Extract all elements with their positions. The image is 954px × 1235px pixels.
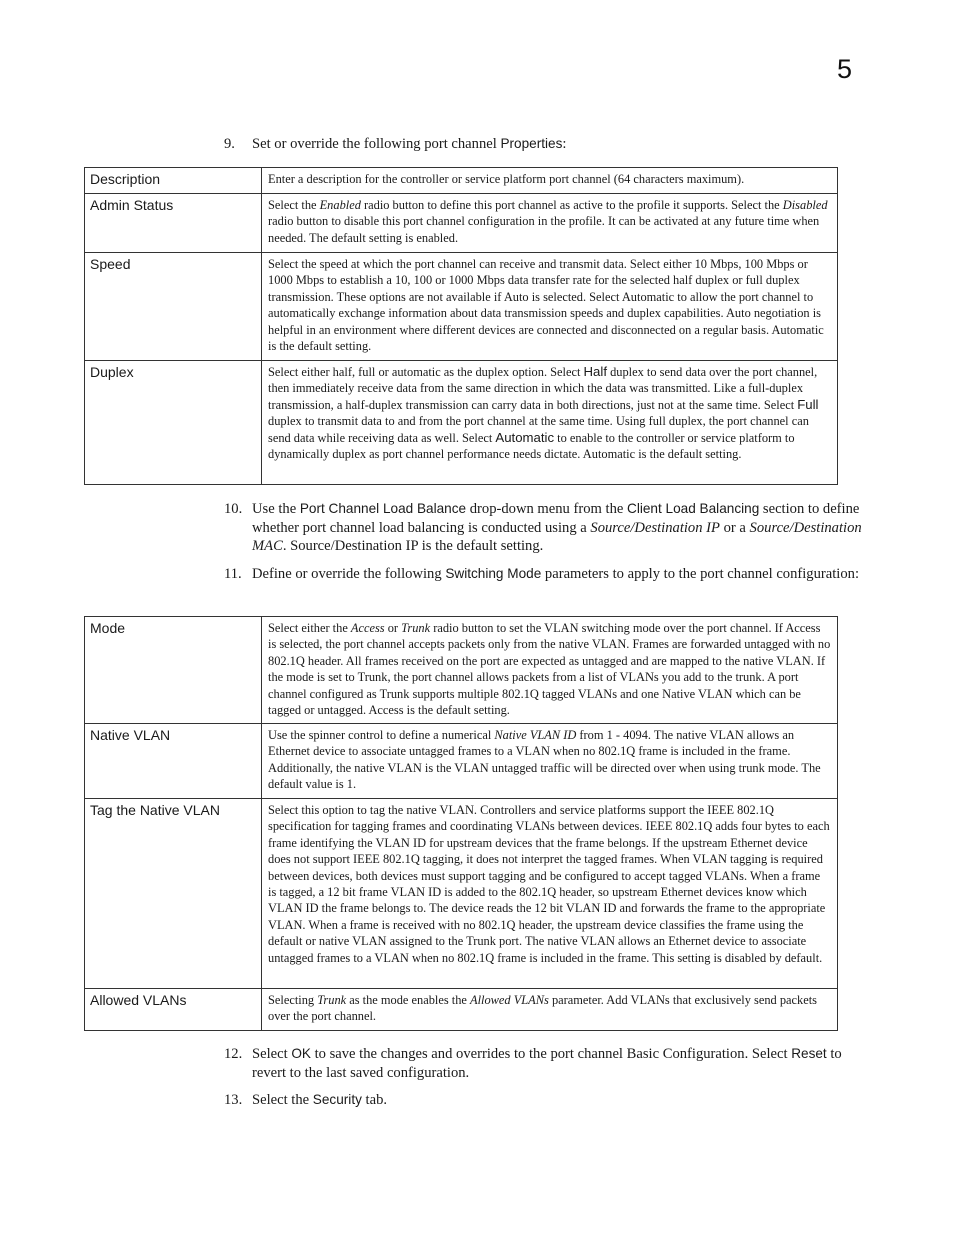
step-text bbox=[252, 135, 869, 154]
italic-term: Trunk bbox=[317, 993, 347, 1007]
row-description bbox=[262, 168, 838, 194]
table-row bbox=[85, 617, 838, 724]
ui-term: Full bbox=[797, 396, 819, 412]
step-number: 13. bbox=[224, 1092, 243, 1108]
text-run: Enter a description for the controller or service platform port channel (64 characters maximum). bbox=[268, 172, 745, 186]
row-description bbox=[262, 253, 838, 361]
text-run: as the mode enables the bbox=[346, 993, 471, 1007]
table-row bbox=[85, 361, 838, 485]
row-label: Tag the Native VLAN bbox=[85, 799, 262, 989]
chapter-number: 5 bbox=[837, 54, 853, 84]
step-12 bbox=[224, 1045, 869, 1082]
step-text bbox=[252, 565, 869, 584]
ui-term: Switching Mode bbox=[445, 566, 542, 581]
text-run: Select the bbox=[268, 198, 320, 212]
text-run: parameters to apply to the port channel configuration: bbox=[541, 566, 859, 582]
text-run: radio button to disable this port channel configuration in the profile. It can be activated at any future time when needed. The default setting is enabled. bbox=[268, 214, 820, 245]
row-label: Mode bbox=[85, 617, 262, 724]
text-run: Select either the bbox=[268, 621, 351, 635]
text-run: to enable to the controller or service platform to dynamically duplex as port channel performance needs dictate. Automatic is the default setting. bbox=[268, 430, 795, 462]
ui-term: Half bbox=[583, 364, 607, 379]
step-number: 11. bbox=[224, 566, 242, 582]
text-run: : bbox=[562, 136, 567, 152]
text-run: radio button to define this port channel as active to the profile it supports. Select the bbox=[360, 198, 783, 212]
text-run: Use the spinner control to define a numerical bbox=[268, 728, 495, 742]
row-description bbox=[262, 724, 838, 799]
text-run: . Source/Destination IP is the default setting. bbox=[282, 538, 544, 554]
table-row bbox=[85, 194, 838, 253]
table-row bbox=[85, 253, 838, 361]
text-run: Select either half, full or automatic as the duplex option. Select bbox=[268, 365, 584, 379]
text-run: duplex to send data over the port channel, then immediately receive data from the same direction in which the data was transmitted. Like a full-duplex transmission, a half-duplex transmission can carry data in both directions, just not at the same time. Select bbox=[268, 365, 818, 412]
text-run: to save the changes and overrides to the port channel Basic Configuration. Select bbox=[310, 1046, 792, 1062]
ui-term: OK bbox=[291, 1046, 311, 1061]
switching-mode-table bbox=[84, 616, 838, 1031]
row-label: Description bbox=[85, 168, 262, 194]
ui-term: Security bbox=[312, 1092, 362, 1107]
italic-term: Access bbox=[350, 621, 385, 635]
step-number: 9. bbox=[224, 136, 235, 152]
row-description bbox=[262, 989, 838, 1031]
text-run: Use the bbox=[252, 501, 300, 517]
text-run: duplex to transmit data to and from the port channel at the same time. Using full duplex, the port channel can send data while receiving data as well. Select bbox=[268, 414, 809, 445]
row-description bbox=[262, 194, 838, 253]
italic-term: Native VLAN ID bbox=[494, 728, 577, 742]
text-run: tab. bbox=[361, 1092, 388, 1108]
text-run: Define or override the following bbox=[252, 566, 446, 582]
step-number: 12. bbox=[224, 1046, 243, 1062]
text-run: Select bbox=[252, 1046, 292, 1062]
ui-term: Port Channel Load Balance bbox=[299, 501, 467, 516]
text-run: drop-down menu from the bbox=[466, 501, 627, 517]
step-text bbox=[252, 1045, 869, 1082]
row-label: Speed bbox=[85, 253, 262, 361]
italic-term: Source/Destination IP bbox=[590, 519, 720, 536]
row-description bbox=[262, 617, 838, 724]
text-run: or a bbox=[719, 519, 750, 536]
row-label: Admin Status bbox=[85, 194, 262, 253]
text-run: Select this option to tag the native VLAN. Controllers and service platforms support the IEEE 802.1Q specification for tagging frames and coordinating VLANs between devices. IEEE 802.1Q adds four bytes to each frame identifying the VLAN ID for upstream devices that the frame belongs. If the upstream Ethernet device does not support IEEE 802.1Q tagging, it does not interpret the tagged frames. When VLAN tagging is required between devices, both devices must support tagging and be configured to accept tagged VLANs. When a frame is tagged, a 12 bit frame VLAN ID is added to the 802.1Q header, so upstream Ethernet devices know which VLAN ID the frame belongs to. The device reads the 12 bit VLAN ID and forwards the frame to the appropriate VLAN. When a frame is received with no 802.1Q header, the upstream device classifies the frame using the default or native VLAN assigned to the Trunk port. The native VLAN allows an Ethernet device to associate untagged frames to a VLAN when no 802.1Q frame is included in the frame. This setting is disabled by default. bbox=[268, 803, 830, 965]
table-row bbox=[85, 989, 838, 1031]
table-row bbox=[85, 724, 838, 799]
italic-term: Disabled bbox=[782, 198, 828, 212]
italic-term: Trunk bbox=[401, 621, 431, 635]
text-run: to revert to the last saved configuration. bbox=[252, 1046, 842, 1081]
step-10 bbox=[224, 500, 869, 556]
table-row bbox=[85, 168, 838, 194]
ui-term: Automatic bbox=[495, 429, 555, 445]
italic-term: Source/Destination MAC bbox=[252, 519, 862, 554]
ui-term-properties: Properties bbox=[500, 136, 563, 151]
ui-term: Reset bbox=[791, 1046, 827, 1061]
text-run: or bbox=[384, 621, 402, 635]
text-run: Select the bbox=[252, 1092, 313, 1108]
row-label: Duplex bbox=[85, 361, 262, 485]
text-run: parameter. Add VLANs that exclusively send packets over the port channel. bbox=[268, 993, 818, 1024]
text-run: section to define whether port channel load balancing is conducted using a bbox=[252, 501, 860, 536]
properties-table bbox=[84, 167, 838, 485]
step-text bbox=[252, 500, 869, 556]
text-run: from 1 - 4094. The native VLAN allows an Ethernet device to associate untagged frames to a VLAN when no 802.1Q frame is included in the frame. Additionally, the native VLAN is the VLAN untagged traffic will be directed over when using trunk mode. The default value is 1. bbox=[268, 728, 821, 792]
text-run: radio button to set the VLAN switching mode over the port channel. If Access is selected, the port channel accepts packets only from the native VLAN. Frames are forwarded untagged with no 802.1Q header. All frames received on the port are expected as untagged and are mapped to the native VLAN. If the mode is set to Trunk, the port channel allows packets from a list of VLANs you add to the trunk. A port channel configured as Trunk supports multiple 802.1Q tagged VLANs and one Native VLAN which can be tagged or untagged. Access is the default setting. bbox=[268, 621, 831, 718]
step-11 bbox=[224, 565, 869, 584]
table-row bbox=[85, 799, 838, 989]
step-number: 10. bbox=[224, 501, 243, 517]
text-run: Select the speed at which the port channel can receive and transmit data. Select either 10 Mbps, 100 Mbps or 1000 Mbps to establish a 10, 100 or 1000 Mbps data transfer rate for the selected half duplex or full duplex transmission. These options are not available if Auto is selected. Select Automatic to allow the port channel to automatically exchange information about data transmission speeds and duplex capabilities. Auto negotiation is helpful in an environment where different devices are connected and disconnected on a regular basis. Automatic is the default setting. bbox=[268, 257, 824, 354]
row-label: Native VLAN bbox=[85, 724, 262, 799]
step-13 bbox=[224, 1091, 869, 1110]
step-text bbox=[252, 1091, 869, 1110]
italic-term: Allowed VLANs bbox=[470, 993, 549, 1007]
row-label: Allowed VLANs bbox=[85, 989, 262, 1031]
row-description bbox=[262, 361, 838, 485]
ui-term: Client Load Balancing bbox=[627, 501, 760, 516]
text-run: Selecting bbox=[268, 993, 318, 1007]
row-description bbox=[262, 799, 838, 989]
italic-term: Enabled bbox=[319, 198, 361, 212]
text-run: Set or override the following port channel bbox=[252, 136, 501, 152]
step-9 bbox=[224, 135, 869, 154]
